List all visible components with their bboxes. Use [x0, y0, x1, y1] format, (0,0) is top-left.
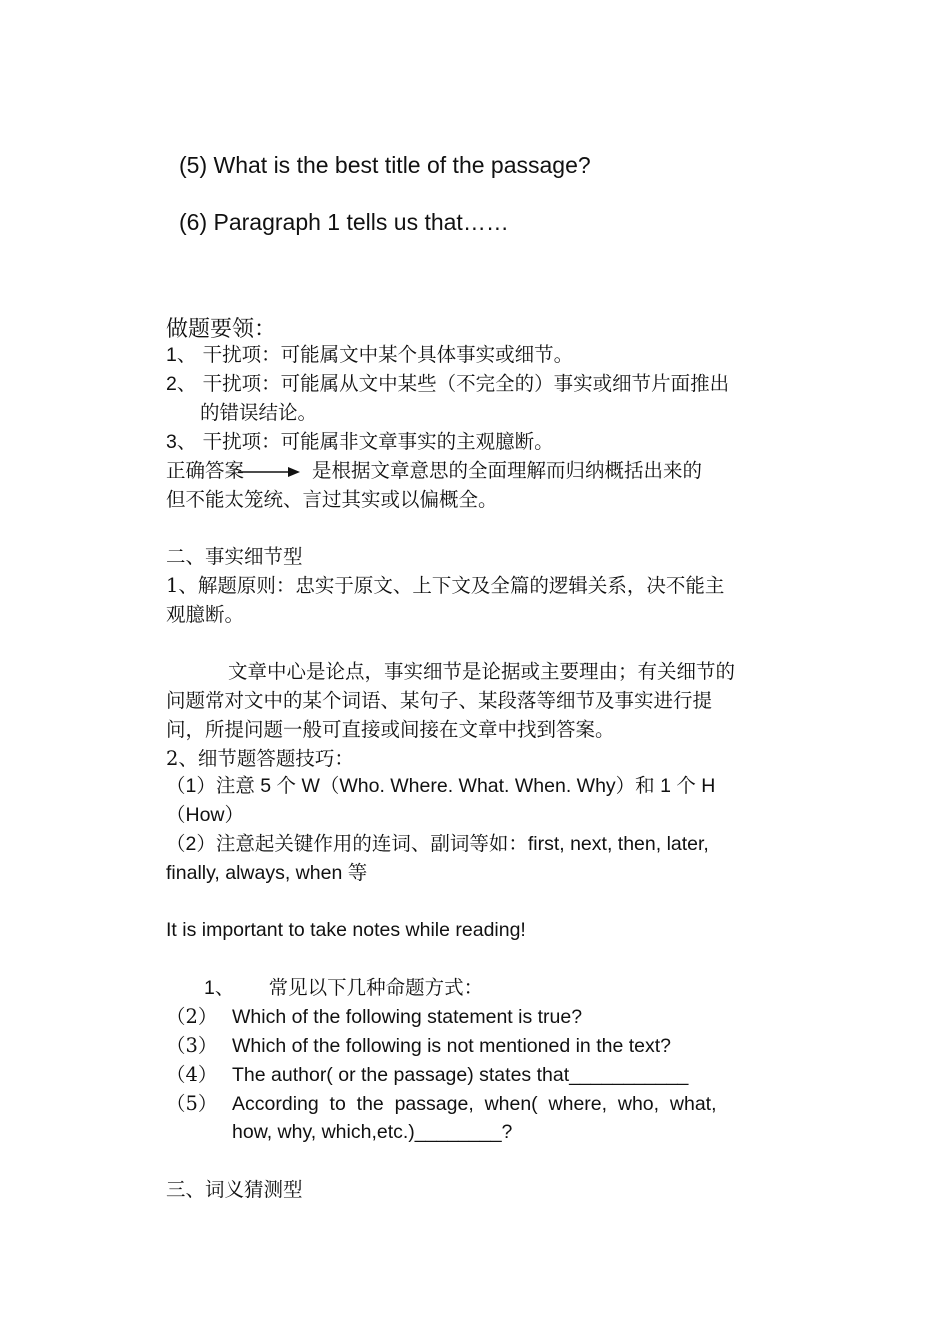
tip-item-text: 干扰项：可能属文中某个具体事实或细节。: [202, 343, 574, 366]
list-number: 1、: [204, 977, 235, 999]
question-5: (5) What is the best title of the passage?: [179, 152, 591, 178]
skill-1-line: （1）注意 5 个 W（Who. Where. What. When. Why）和 1 个 H: [166, 775, 716, 797]
question-type-item-cont: how, why, which,etc.)________?: [232, 1121, 513, 1143]
tip-item-1: [166, 340, 573, 370]
tip-item-number: 3、: [166, 431, 197, 453]
correct-answer-line: [166, 456, 702, 485]
list-item-text: Which of the following statement is true?: [232, 1006, 583, 1028]
skill-2-cont: finally, always, when 等: [166, 862, 368, 884]
list-number: （5）: [166, 1092, 218, 1115]
tip-item-number: 2、: [166, 373, 197, 395]
skills-heading: 2、细节题答题技巧：: [166, 747, 354, 770]
question-type-item: [166, 1089, 717, 1119]
list-item-text: According to the passage, when( where, who, what,: [232, 1093, 717, 1115]
list-item-text: The author( or the passage) states that___________: [232, 1064, 689, 1086]
principle-cont: 观臆断。: [166, 603, 245, 626]
paragraph-line-1: 文章中心是论点，事实细节是论据或主要理由；有关细节的: [228, 660, 736, 683]
tips-heading: 做题要领：: [166, 317, 277, 342]
tip-item-2: [166, 369, 729, 399]
tip-item-text: 干扰项：可能属从文中某些（不完全的）事实或细节片面推出: [202, 372, 730, 395]
question-6: (6) Paragraph 1 tells us that……: [179, 209, 509, 235]
question-type-item: [166, 1060, 688, 1090]
tip-item-number: 1、: [166, 344, 197, 366]
question-types-heading: [204, 973, 483, 1003]
tip-item-2-cont: 的错误结论。: [200, 401, 318, 424]
correct-answer-label: 正确答案: [166, 459, 245, 482]
section-3-heading: 三、词义猜测型: [166, 1178, 303, 1201]
arrow-right-icon: [238, 465, 300, 479]
list-number: （4）: [166, 1063, 218, 1086]
tip-item-3: [166, 427, 554, 457]
question-type-item: [166, 1031, 671, 1061]
correct-answer-cont: 但不能太笼统、言过其实或以偏概全。: [166, 488, 498, 511]
list-item-text: Which of the following is not mentioned in the text?: [232, 1035, 671, 1057]
list-number: （2）: [166, 1005, 218, 1028]
correct-answer-text: 是根据文章意思的全面理解而归纳概括出来的: [312, 459, 703, 482]
tip-item-text: 干扰项：可能属非文章事实的主观臆断。: [202, 430, 554, 453]
list-number: （3）: [166, 1034, 218, 1057]
notes-reminder: It is important to take notes while reading!: [166, 919, 526, 941]
question-type-item: [166, 1002, 582, 1032]
paragraph-line-2: 问题常对文中的某个词语、某句子、某段落等细节及事实进行提: [166, 689, 713, 712]
skill-1-cont: （How）: [166, 804, 245, 826]
paragraph-line-3: 问，所提问题一般可直接或间接在文章中找到答案。: [166, 718, 615, 741]
list-heading-text: 常见以下几种命题方式：: [268, 976, 484, 999]
skill-2-line: （2）注意起关键作用的连词、副词等如：first, next, then, later,: [166, 833, 709, 855]
principle-line: 1、解题原则：忠实于原文、上下文及全篇的逻辑关系，决不能主: [166, 574, 725, 597]
section-2-heading: 二、事实细节型: [166, 545, 303, 568]
